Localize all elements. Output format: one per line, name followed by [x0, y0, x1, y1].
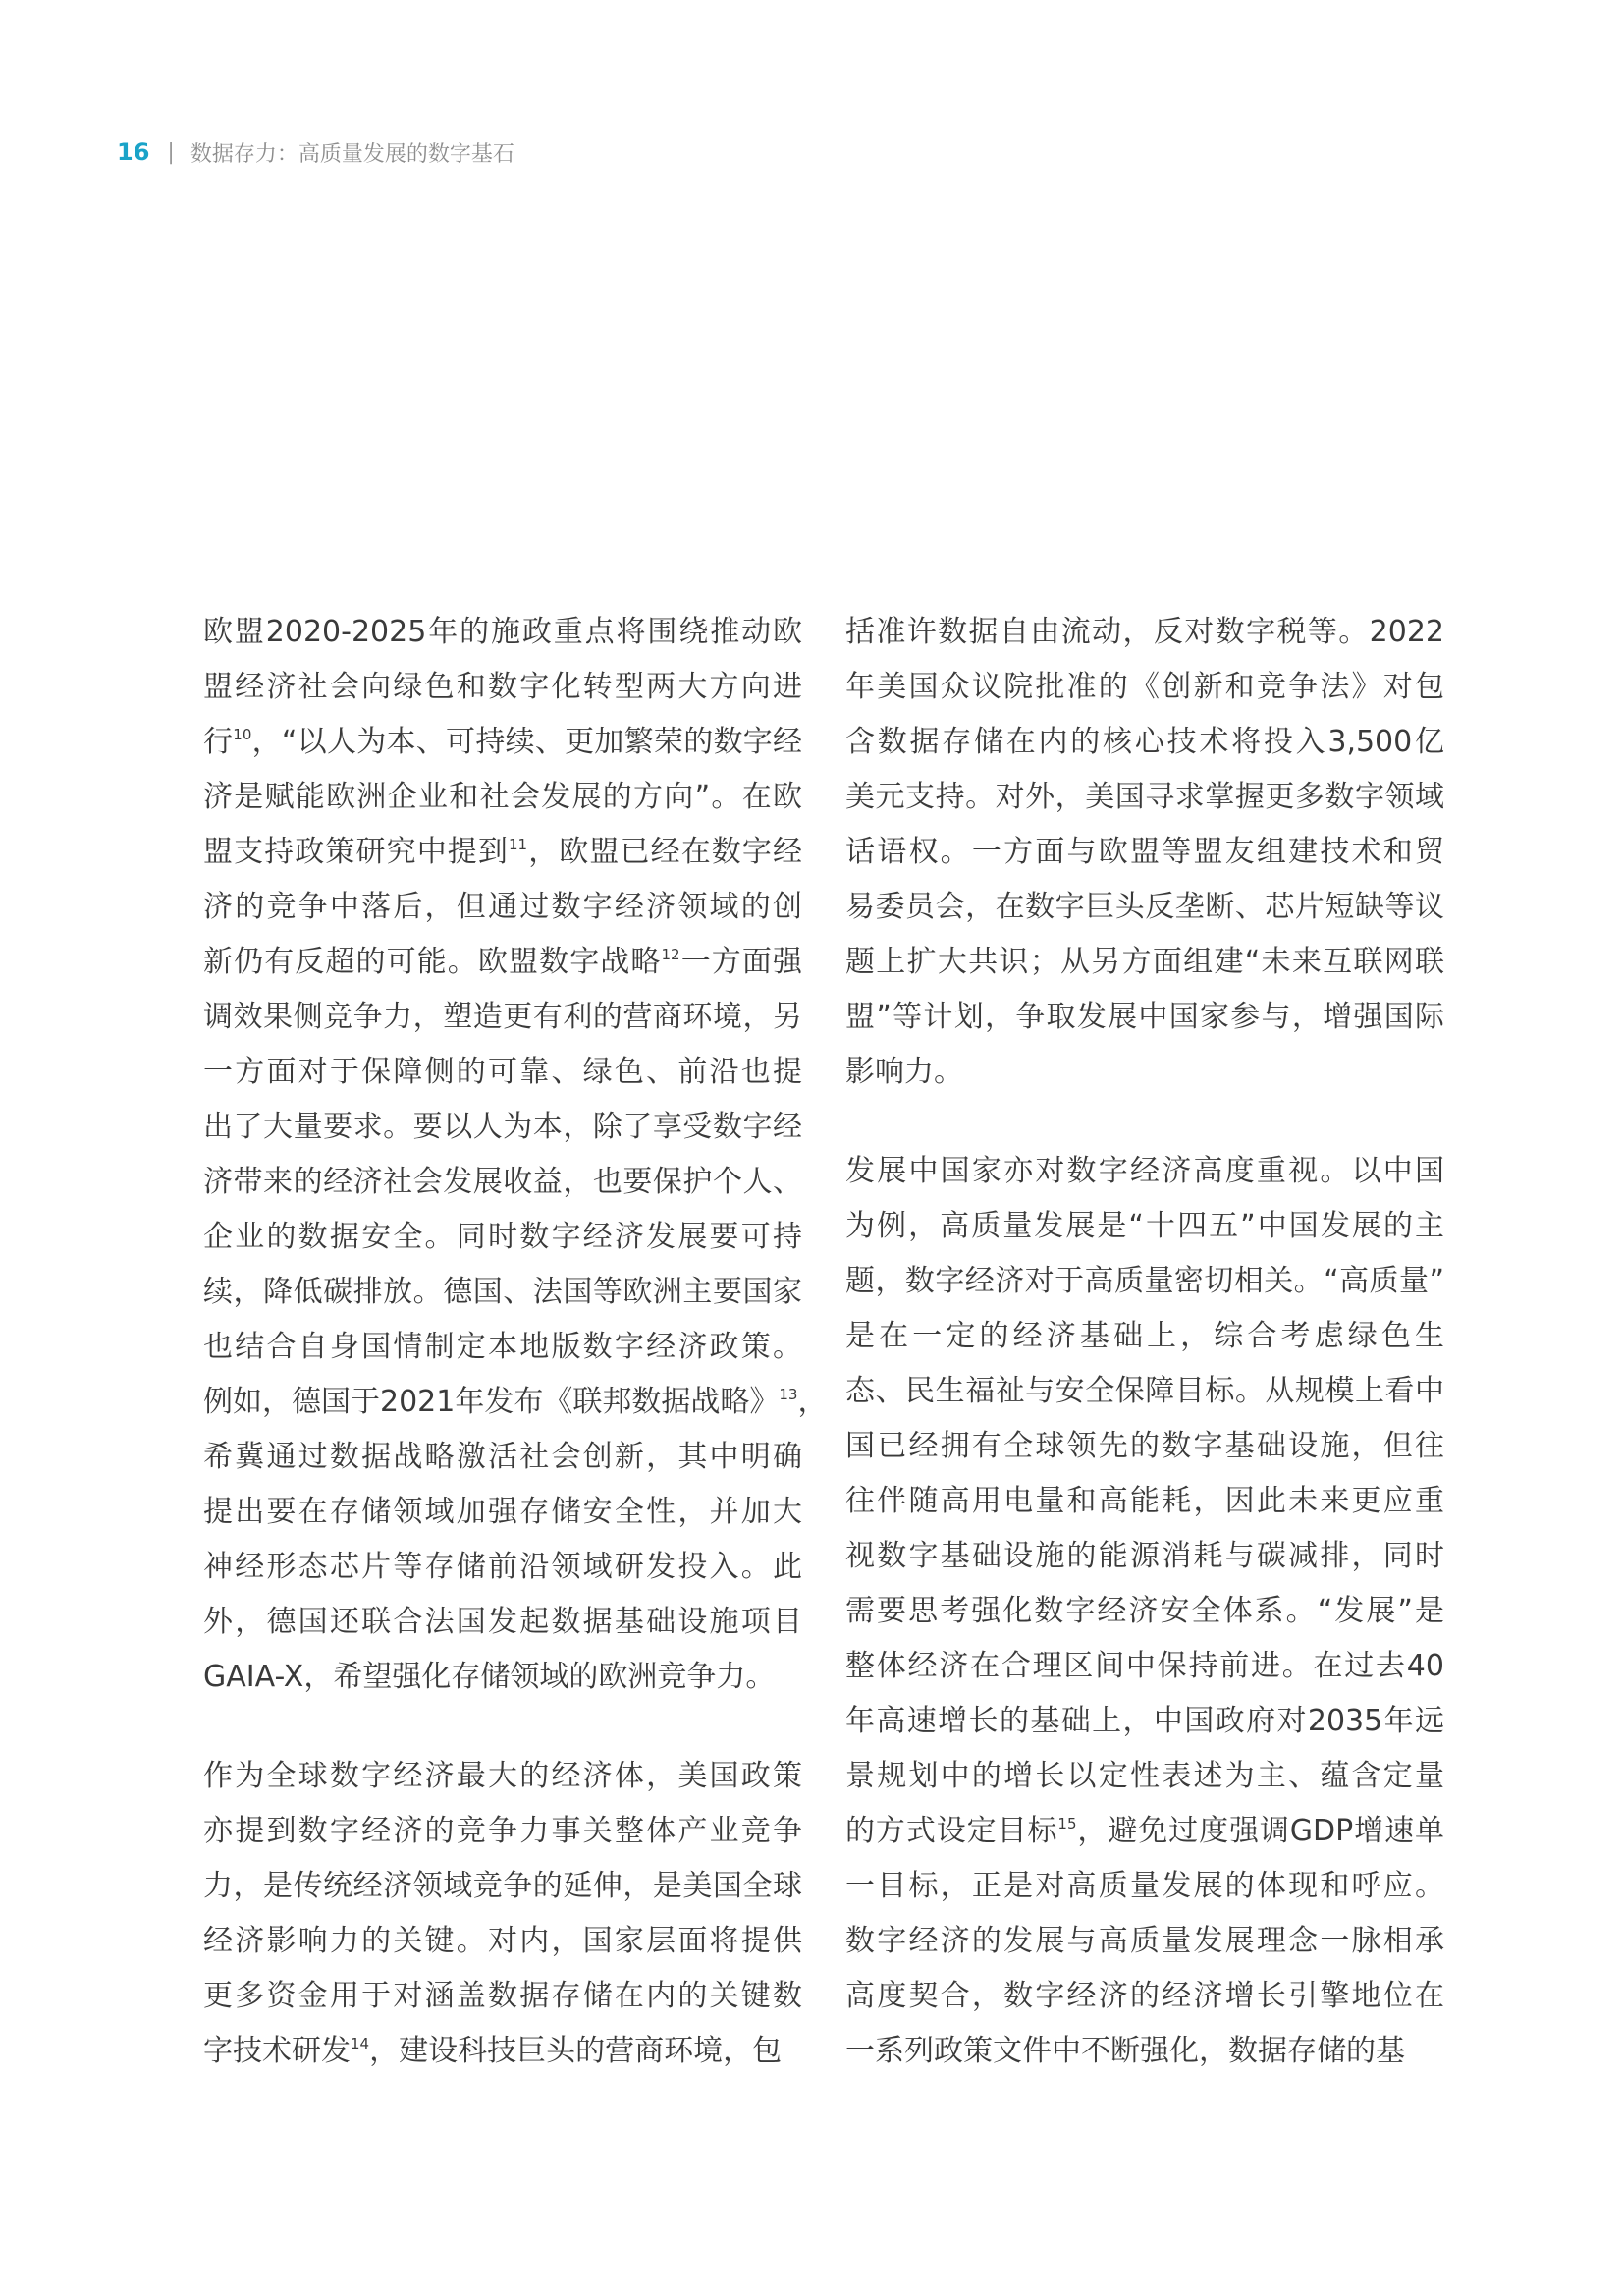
text-line	[845, 1045, 1444, 1100]
line-text: 字技术研发	[203, 2034, 351, 2068]
text-line	[845, 990, 1444, 1045]
text-line	[845, 1254, 1444, 1309]
line-text: 年高速增长的基础上，中国政府对2035年远	[845, 1704, 1444, 1738]
text-line	[203, 1914, 802, 1969]
line-text: 景规划中的增长以定性表述为主、蕴含定量	[845, 1759, 1444, 1793]
text-line	[845, 1199, 1444, 1254]
paragraph	[203, 1749, 802, 2079]
text-line	[845, 1694, 1444, 1749]
text-line	[845, 1804, 1444, 1859]
text-line	[203, 715, 802, 770]
line-text: 影响力。	[845, 1055, 963, 1089]
line-text: 济的竞争中落后，但通过数字经济领域的创	[203, 890, 802, 924]
text-line	[203, 880, 802, 935]
text-line	[845, 825, 1444, 880]
line-text: 也结合自身国情制定本地版数字经济政策。	[203, 1330, 802, 1364]
line-text: 的方式设定目标	[845, 1814, 1058, 1848]
line-text: 题上扩大共识；从另方面组建“未来互联网联	[845, 945, 1444, 979]
line-text: 国已经拥有全球领先的数字基础设施，但往	[845, 1429, 1444, 1463]
line-text: 含数据存储在内的核心技术将投入3,500亿	[845, 725, 1444, 759]
text-line	[845, 2024, 1444, 2079]
text-line	[203, 1265, 802, 1320]
running-header	[117, 135, 514, 170]
text-line	[203, 990, 802, 1045]
line-text: 易委员会，在数字巨头反垄断、芯片短缺等议	[845, 890, 1444, 924]
text-line	[845, 770, 1444, 825]
line-text: 行	[203, 725, 234, 759]
right-column	[845, 605, 1444, 2123]
text-line	[845, 1474, 1444, 1529]
line-text: 一系列政策文件中不断强化，数据存储的基	[845, 2034, 1405, 2068]
header-separator: |	[167, 139, 175, 165]
line-text: 视数字基础设施的能源消耗与碳减排，同时	[845, 1539, 1444, 1573]
text-line	[845, 1584, 1444, 1639]
text-line	[845, 1639, 1444, 1694]
paragraph	[203, 605, 828, 1705]
line-text: 提出要在存储领域加强存储安全性，并加大	[203, 1495, 802, 1529]
line-text: 为例，高质量发展是“十四五”中国发展的主	[845, 1209, 1444, 1243]
line-text: 盟经济社会向绿色和数字化转型两大方向进	[203, 670, 802, 704]
footnote-ref: 10	[233, 726, 252, 743]
text-line	[203, 1045, 802, 1100]
text-line	[203, 1430, 802, 1485]
text-line	[203, 1650, 802, 1705]
line-text: 调效果侧竞争力，塑造更有利的营商环境，另	[203, 1000, 802, 1034]
line-text: 态、民生福祉与安全保障目标。从规模上看中	[845, 1374, 1444, 1408]
left-column	[203, 605, 828, 2123]
text-line	[203, 660, 802, 715]
text-line	[203, 1749, 802, 1804]
line-text: 例如，德国于2021年发布《联邦数据战略》	[203, 1385, 780, 1419]
text-line	[203, 1155, 802, 1210]
paragraph	[845, 605, 1444, 1100]
text-line	[203, 935, 802, 990]
line-text: 经济影响力的关键。对内，国家层面将提供	[203, 1924, 802, 1958]
text-line	[203, 1210, 802, 1265]
text-line	[203, 605, 802, 660]
text-line	[845, 1859, 1444, 1914]
line-text: 济是赋能欧洲企业和社会发展的方向”。在欧	[203, 780, 802, 814]
line-text: 括准许数据自由流动，反对数字税等。2022	[845, 615, 1444, 649]
line-text: 济带来的经济社会发展收益，也要保护个人、	[203, 1165, 802, 1199]
line-text: 力，是传统经济领域竞争的延伸，是美国全球	[203, 1869, 802, 1903]
text-line	[845, 605, 1444, 660]
line-text: 续，降低碳排放。德国、法国等欧洲主要国家	[203, 1275, 802, 1309]
footnote-ref: 11	[509, 836, 528, 853]
text-line	[203, 2024, 802, 2079]
text-line	[203, 1859, 802, 1914]
text-line	[845, 1914, 1444, 1969]
text-line	[845, 880, 1444, 935]
line-text: 新仍有反超的可能。欧盟数字战略	[203, 945, 662, 979]
line-text: 企业的数据安全。同时数字经济发展要可持	[203, 1220, 802, 1254]
footnote-ref: 15	[1057, 1815, 1077, 1832]
line-text: 盟支持政策研究中提到	[203, 835, 510, 869]
line-text: 亦提到数字经济的竞争力事关整体产业竞争	[203, 1814, 802, 1848]
line-text: 数字经济的发展与高质量发展理念一脉相承	[845, 1924, 1444, 1958]
text-line	[203, 825, 802, 880]
text-line	[845, 1144, 1444, 1199]
line-text: 外，德国还联合法国发起数据基础设施项目	[203, 1605, 802, 1639]
line-text-rest: ，避免过度强调GDP增速单	[1076, 1814, 1444, 1848]
line-text: 神经形态芯片等存储前沿领域研发投入。此	[203, 1550, 802, 1584]
line-text: 更多资金用于对涵盖数据存储在内的关键数	[203, 1979, 802, 2013]
line-text: 盟”等计划，争取发展中国家参与，增强国际	[845, 1000, 1444, 1034]
paragraph	[845, 1144, 1444, 2079]
line-text: 希冀通过数据战略激活社会创新，其中明确	[203, 1440, 802, 1474]
line-text: 作为全球数字经济最大的经济体，美国政策	[203, 1759, 802, 1793]
line-text: 题，数字经济对于高质量密切相关。“高质量”	[845, 1264, 1444, 1298]
text-line	[845, 1969, 1444, 2024]
line-text-rest: ，“以人为本、可持续、更加繁荣的数字经	[251, 725, 803, 759]
header-title: 数据存力：高质量发展的数字基石	[189, 141, 514, 167]
line-text: 年美国众议院批准的《创新和竞争法》对包	[845, 670, 1444, 704]
line-text-rest: ，欧盟已经在数字经	[527, 835, 803, 869]
line-text: 一方面对于保障侧的可靠、绿色、前沿也提	[203, 1055, 802, 1089]
text-line	[845, 1529, 1444, 1584]
page-number: 16	[117, 138, 150, 166]
text-line	[203, 1969, 802, 2024]
text-line	[845, 660, 1444, 715]
text-line	[845, 1309, 1444, 1364]
line-text-rest: ，	[797, 1385, 828, 1419]
line-text: 话语权。一方面与欧盟等盟友组建技术和贸	[845, 835, 1444, 869]
text-line	[203, 1320, 802, 1375]
line-text: 欧盟2020-2025年的施政重点将围绕推动欧	[203, 615, 802, 649]
text-line	[203, 1485, 802, 1540]
text-line	[845, 1749, 1444, 1804]
text-line	[845, 715, 1444, 770]
line-text-rest: ，建设科技巨头的营商环境，包	[369, 2034, 783, 2068]
line-text: 高度契合，数字经济的经济增长引擎地位在	[845, 1979, 1444, 2013]
text-line	[203, 1804, 802, 1859]
text-line	[845, 1419, 1444, 1474]
footnote-ref: 14	[351, 2035, 370, 2052]
text-line	[203, 1100, 802, 1155]
line-text: 美元支持。对外，美国寻求掌握更多数字领域	[845, 780, 1444, 814]
text-line	[203, 770, 802, 825]
line-text: 出了大量要求。要以人为本，除了享受数字经	[203, 1110, 802, 1144]
line-text: 整体经济在合理区间中保持前进。在过去40	[845, 1649, 1444, 1683]
text-line	[203, 1595, 802, 1650]
line-text: 一目标，正是对高质量发展的体现和呼应。	[845, 1869, 1444, 1903]
line-text: 是在一定的经济基础上，综合考虑绿色生	[845, 1319, 1444, 1353]
line-text: 发展中国家亦对数字经济高度重视。以中国	[845, 1154, 1444, 1188]
text-line	[845, 1364, 1444, 1419]
line-text: 往伴随高用电量和高能耗，因此未来更应重	[845, 1484, 1444, 1518]
footnote-ref: 12	[661, 946, 680, 963]
line-text-rest: 一方面强	[679, 945, 803, 979]
line-text: GAIA-X，希望强化存储领域的欧洲竞争力。	[203, 1660, 776, 1694]
footnote-ref: 13	[779, 1386, 798, 1403]
text-line	[203, 1375, 828, 1430]
text-line	[845, 935, 1444, 990]
line-text: 需要思考强化数字经济安全体系。“发展”是	[845, 1594, 1444, 1628]
text-line	[203, 1540, 802, 1595]
